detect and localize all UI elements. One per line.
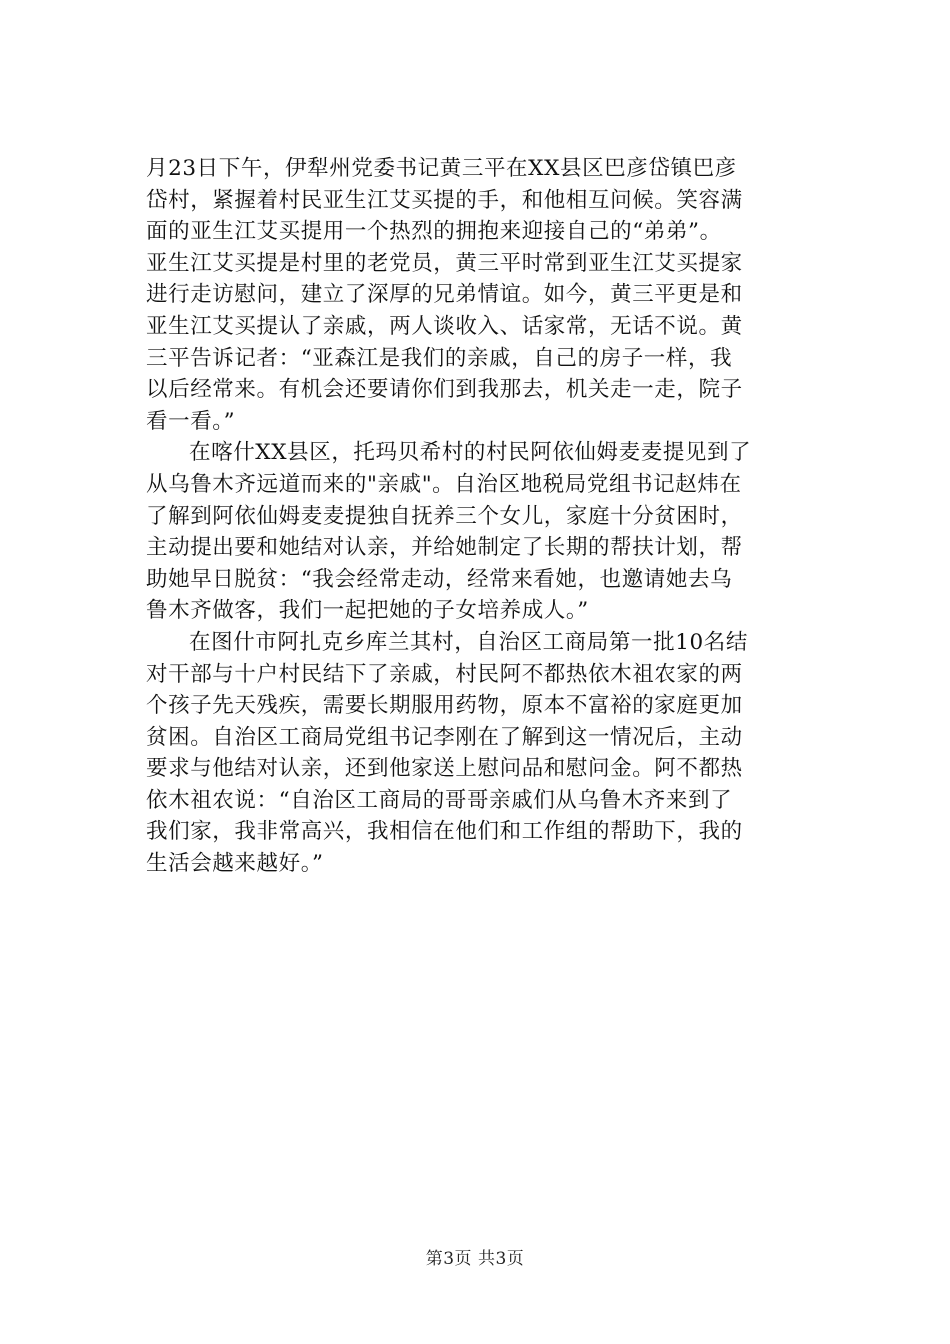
text-line: 看一看。” bbox=[146, 408, 236, 434]
text-line: 三平告诉记者：“亚森江是我们的亲戚，自己的房子一样，我 bbox=[146, 345, 733, 371]
text-line: 助她早日脱贫：“我会经常走动，经常来看她，也邀请她去乌 bbox=[146, 566, 733, 592]
text-line: 岱村，紧握着村民亚生江艾买提的手，和他相互问候。笑容满 bbox=[146, 187, 743, 213]
text-line: 对干部与十户村民结下了亲戚，村民阿不都热依木祖农家的两 bbox=[146, 661, 743, 687]
text-line: 依木祖农说：“自治区工商局的哥哥亲戚们从乌鲁木齐来到了 bbox=[146, 787, 733, 813]
article-body bbox=[146, 153, 808, 880]
text-line: 贫困。自治区工商局党组书记李刚在了解到这一情况后，主动 bbox=[146, 724, 743, 750]
text-line: 主动提出要和她结对认亲，并给她制定了长期的帮扶计划，帮 bbox=[146, 535, 743, 561]
text-line: 了解到阿依仙姆麦麦提独自抚养三个女儿，家庭十分贫困时， bbox=[146, 503, 743, 529]
text-line: 亚生江艾买提认了亲戚，两人谈收入、话家常，无话不说。黄 bbox=[146, 313, 743, 339]
text-line: 面的亚生江艾买提用一个热烈的拥抱来迎接自己的“弟弟”。 bbox=[146, 219, 722, 245]
page-number-footer: 第3页 共3页 bbox=[425, 1249, 525, 1269]
paragraph-1 bbox=[146, 153, 808, 437]
text-line: 生活会越来越好。” bbox=[146, 851, 324, 877]
text-line: 个孩子先天残疾，需要长期服用药物，原本不富裕的家庭更加 bbox=[146, 693, 743, 719]
text-line: 月23日下午，伊犁州党委书记黄三平在XX县区巴彦岱镇巴彦 bbox=[146, 156, 737, 181]
text-line: 要求与他结对认亲，还到他家送上慰问品和慰问金。阿不都热 bbox=[146, 756, 743, 782]
text-line: 以后经常来。有机会还要请你们到我那去，机关走一走，院子 bbox=[146, 377, 743, 403]
text-line: 在图什市阿扎克乡库兰其村，自治区工商局第一批10名结 bbox=[189, 629, 748, 655]
text-line: 进行走访慰问，建立了深厚的兄弟情谊。如今，黄三平更是和 bbox=[146, 282, 743, 308]
text-line: 鲁木齐做客，我们一起把她的子女培养成人。” bbox=[146, 598, 589, 624]
text-line: 我们家，我非常高兴，我相信在他们和工作组的帮助下，我的 bbox=[146, 819, 743, 845]
paragraph-3 bbox=[146, 627, 808, 880]
text-line: 在喀什XX县区，托玛贝希村的村民阿依仙姆麦麦提见到了 bbox=[189, 440, 752, 466]
text-line: 亚生江艾买提是村里的老党员，黄三平时常到亚生江艾买提家 bbox=[146, 250, 743, 276]
text-line: 从乌鲁木齐远道而来的"亲戚"。自治区地税局党组书记赵炜在 bbox=[146, 471, 742, 497]
paragraph-2 bbox=[146, 437, 808, 627]
